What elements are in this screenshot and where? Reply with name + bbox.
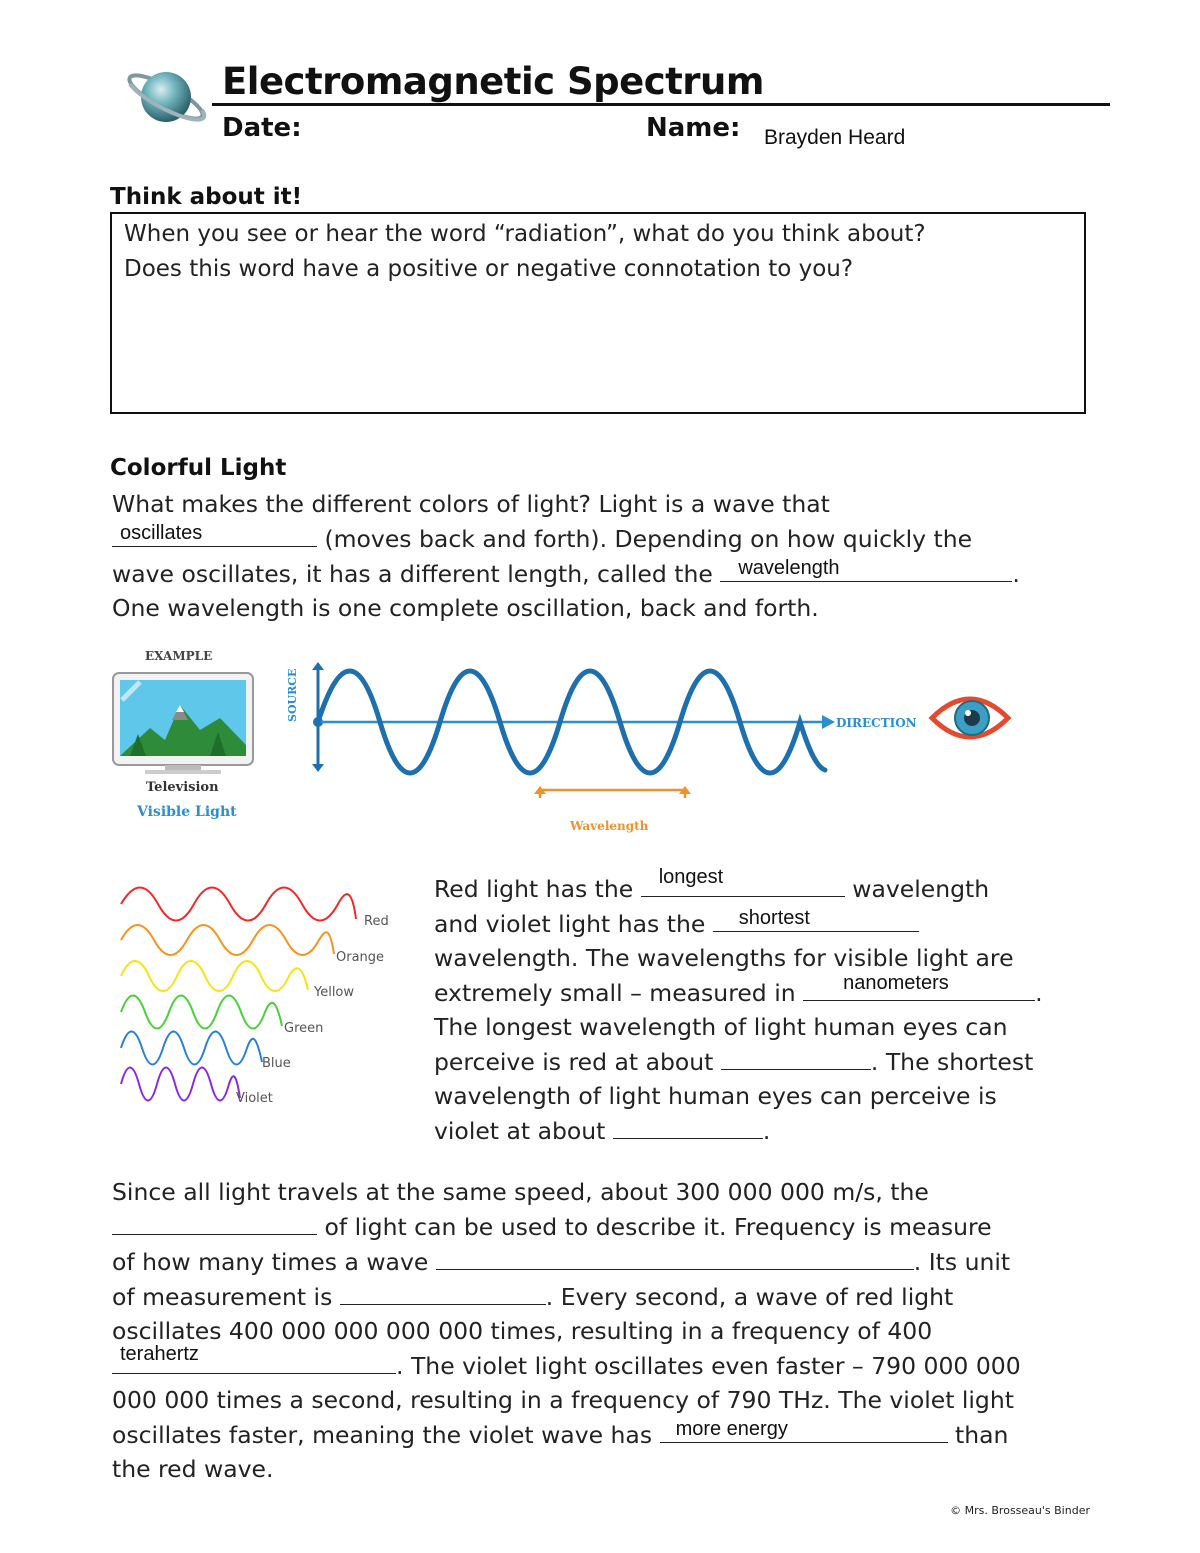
rv-line4-period: . — [1035, 979, 1043, 1007]
page-title: Electromagnetic Spectrum — [222, 60, 764, 103]
freq-line2 — [112, 1209, 1021, 1244]
freq-line7: 000 000 times a second, resulting in a frequency of 790 THz. The violet light — [112, 1386, 1014, 1414]
colorful-line2 — [112, 521, 1020, 556]
wave-graphic — [300, 662, 950, 822]
blue-wave — [121, 1032, 262, 1065]
freq-line5: oscillates 400 000 000 000 000 times, resulting in a frequency of 400 — [112, 1317, 933, 1345]
answer-more-energy: more energy — [675, 1418, 788, 1440]
rv-line7: wavelength of light human eyes can perceive is — [434, 1082, 997, 1110]
blank-red-wavelength[interactable] — [721, 1044, 871, 1070]
title-underline — [212, 103, 1110, 106]
rv-line5: The longest wavelength of light human eyes can — [434, 1013, 1008, 1041]
rv-line4-text: extremely small – measured in — [434, 979, 796, 1007]
freq-line3-end: . Its unit — [913, 1248, 1011, 1276]
source-label: SOURCE — [286, 668, 299, 722]
television-icon — [110, 670, 260, 780]
example-label: EXAMPLE — [145, 649, 213, 663]
rv-line4 — [434, 972, 1043, 1010]
answer-nanometers: nanometers — [843, 972, 949, 994]
violet-label: Violet — [236, 1091, 273, 1106]
direction-label: DIRECTION — [836, 716, 917, 730]
orange-wave — [121, 925, 334, 955]
name-label: Name: — [646, 113, 741, 143]
freq-line8-text: oscillates faster, meaning the violet wave has — [112, 1421, 653, 1449]
blank-wavelength[interactable] — [720, 556, 1012, 582]
eye-icon — [928, 686, 1012, 750]
blank-wave-definition[interactable] — [436, 1244, 914, 1270]
freq-line3-text: of how many times a wave — [112, 1248, 429, 1276]
think-prompt-line2: Does this word have a positive or negative connotation to you? — [124, 256, 854, 282]
think-prompt — [124, 217, 926, 287]
answer-longest: longest — [658, 866, 724, 888]
think-prompt-line1: When you see or hear the word “radiation”, what do you think about? — [124, 221, 926, 247]
visible-light-label: Visible Light — [137, 804, 237, 820]
freq-line1: Since all light travels at the same speed, about 300 000 000 m/s, the — [112, 1178, 929, 1206]
yellow-wave — [121, 961, 308, 991]
rv-line6-end: . The shortest — [870, 1048, 1034, 1076]
answer-shortest: shortest — [738, 907, 810, 929]
blank-terahertz[interactable] — [112, 1343, 396, 1374]
rv-line6 — [434, 1044, 1043, 1079]
blank-more-energy[interactable] — [660, 1417, 948, 1443]
blank-nanometers[interactable] — [803, 972, 1035, 1001]
yellow-label: Yellow — [314, 985, 355, 1000]
red-label: Red — [364, 914, 389, 929]
freq-line4 — [112, 1279, 1021, 1314]
blank-frequency[interactable] — [112, 1209, 317, 1235]
colorful-line3 — [112, 556, 1020, 591]
answer-terahertz: terahertz — [120, 1343, 199, 1365]
freq-line9: the red wave. — [112, 1455, 274, 1483]
blank-longest[interactable] — [641, 866, 845, 897]
colorful-line2-text: (moves back and forth). Depending on how quickly the — [324, 525, 973, 553]
rv-line8-period: . — [762, 1117, 771, 1145]
blank-violet-wavelength[interactable] — [613, 1113, 763, 1139]
think-heading: Think about it! — [110, 184, 303, 210]
name-value[interactable]: Brayden Heard — [764, 126, 906, 149]
red-wave — [121, 888, 356, 921]
freq-line6 — [112, 1343, 1021, 1383]
colorful-line1: What makes the different colors of light? Light is a wave that — [112, 490, 830, 518]
rv-line3: wavelength. The wavelengths for visible light are — [434, 944, 1014, 972]
colorful-line3-text: wave oscillates, it has a different length, called the — [112, 560, 713, 588]
wavelength-label: Wavelength — [570, 819, 649, 833]
copyright-footer: © Mrs. Brosseau's Binder — [950, 1504, 1090, 1517]
rv-line2-text: and violet light has the — [434, 910, 706, 938]
answer-wavelength: wavelength — [738, 557, 840, 579]
red-violet-paragraph — [434, 866, 1043, 1148]
rv-line8 — [434, 1113, 1043, 1148]
rv-line6-text: perceive is red at about — [434, 1048, 714, 1076]
freq-line4-end: . Every second, a wave of red light — [545, 1283, 954, 1311]
freq-line3 — [112, 1244, 1021, 1279]
rv-line2 — [434, 906, 1043, 941]
violet-wave — [121, 1068, 240, 1101]
freq-line8 — [112, 1417, 1021, 1452]
blank-shortest[interactable] — [713, 906, 919, 932]
green-wave — [121, 996, 282, 1029]
rv-line1-end: wavelength — [852, 875, 990, 903]
rv-line8-text: violet at about — [434, 1117, 606, 1145]
colorful-line4: One wavelength is one complete oscillation, back and forth. — [112, 594, 819, 622]
blue-label: Blue — [262, 1056, 291, 1071]
blank-unit[interactable] — [340, 1279, 546, 1305]
wave-diagram — [110, 642, 1020, 842]
green-label: Green — [284, 1021, 324, 1036]
television-label: Television — [146, 780, 219, 795]
frequency-paragraph — [112, 1175, 1021, 1486]
freq-line6-text: . The violet light oscillates even faster – 790 000 000 — [396, 1352, 1021, 1380]
colorful-heading: Colorful Light — [110, 455, 287, 481]
blank-oscillates[interactable] — [112, 521, 317, 547]
freq-line8-end: than — [955, 1421, 1009, 1449]
date-label: Date: — [222, 113, 302, 143]
planet-icon — [122, 62, 210, 132]
colorful-paragraph — [112, 487, 1020, 625]
freq-line4-text: of measurement is — [112, 1283, 333, 1311]
freq-line2-text: of light can be used to describe it. Frequency is measure — [324, 1213, 992, 1241]
colorful-line3-period: . — [1012, 560, 1020, 588]
rv-line1-text: Red light has the — [434, 875, 634, 903]
answer-oscillates: oscillates — [120, 522, 203, 544]
orange-label: Orange — [336, 950, 385, 965]
